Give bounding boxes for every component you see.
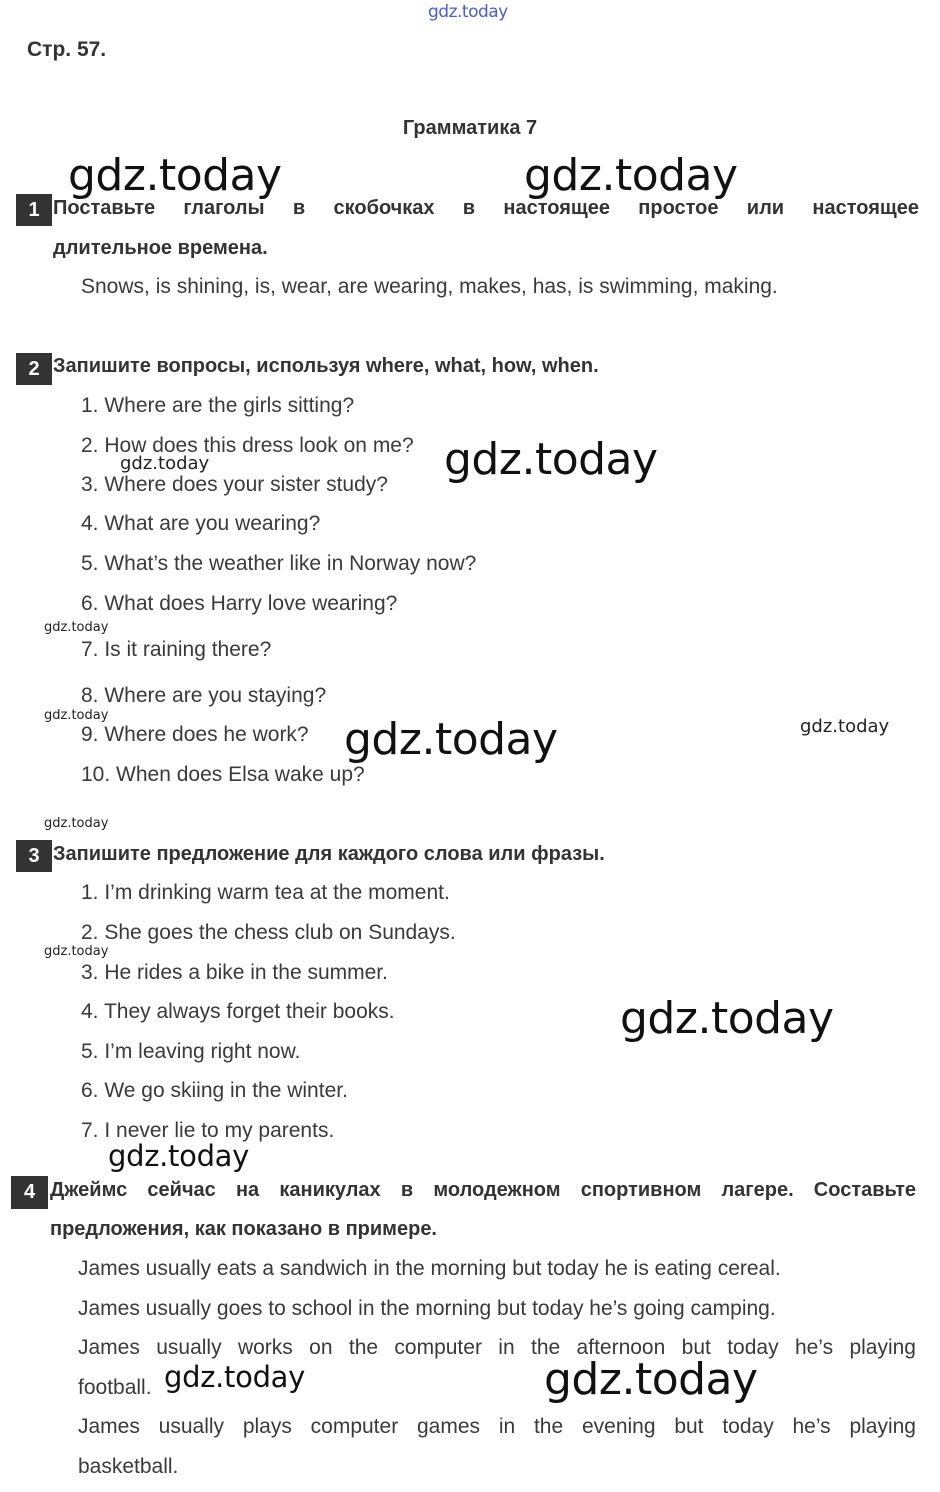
list-item: 1. Where are the girls sitting? (81, 394, 355, 417)
task-heading: Запишите предложение для каждого слова или фразы. (53, 843, 605, 865)
list-item: 4. They always forget their books. (81, 1000, 395, 1023)
task-number: 4 (11, 1176, 48, 1209)
watermark: gdz.today (164, 1360, 306, 1394)
watermark: gdz.today (620, 993, 834, 1044)
answer-line: Snows, is shining, is, wear, are wearing, makes, has, is swimming, making. (81, 275, 778, 298)
watermark: gdz.today (68, 150, 282, 201)
watermark: gdz.today (44, 816, 109, 831)
watermark: gdz.today (524, 150, 738, 201)
list-item: 5. What’s the weather like in Norway now? (81, 552, 477, 575)
list-item: 10. When does Elsa wake up? (81, 763, 365, 786)
list-item: 7. Is it raining there? (81, 638, 272, 661)
watermark: gdz.today (544, 1354, 758, 1405)
list-item: 8. Where are you staying? (81, 684, 327, 707)
list-item: 1. I’m drinking warm tea at the moment. (81, 881, 450, 904)
task-heading: Джеймс сейчас на каникулах в молодежном спортивном лагере. Составьте (50, 1179, 916, 1201)
watermark: gdz.today (444, 434, 658, 485)
list-item: 5. I’m leaving right now. (81, 1040, 301, 1063)
watermark: gdz.today (44, 944, 109, 959)
list-item: 4. What are you wearing? (81, 512, 321, 535)
watermark: gdz.today (44, 620, 109, 635)
task-number: 1 (16, 194, 52, 226)
list-item: 6. What does Harry love wearing? (81, 592, 398, 615)
watermark-top: gdz.today (428, 2, 508, 22)
page-title: Грамматика 7 (402, 117, 538, 139)
task-heading: предложения, как показано в примере. (50, 1218, 437, 1240)
answer-line: James usually plays computer games in the evening but today he’s playing (78, 1415, 916, 1438)
answer-line: James usually goes to school in the morning but today he’s going camping. (78, 1297, 776, 1320)
list-item: 7. I never lie to my parents. (81, 1119, 335, 1142)
watermark: gdz.today (800, 716, 890, 737)
watermark: gdz.today (120, 453, 210, 474)
answer-line: James usually works on the computer in the afternoon but today he’s playing (78, 1336, 916, 1359)
page-number: Стр. 57. (27, 38, 107, 61)
list-item: 2. She goes the chess club on Sundays. (81, 921, 456, 944)
answer-line: football. (78, 1376, 152, 1399)
task-number: 2 (16, 353, 52, 385)
watermark: gdz.today (108, 1139, 250, 1173)
list-item: 3. Where does your sister study? (81, 473, 388, 496)
answer-line: basketball. (78, 1455, 179, 1478)
task-heading: Запишите вопросы, используя where, what, how, when. (53, 355, 599, 377)
list-item: 2. How does this dress look on me? (81, 434, 414, 457)
task-heading: длительное времена. (53, 237, 268, 259)
task-heading: Поставьте глаголы в скобочках в настоящее простое или настоящее (53, 197, 919, 219)
list-item: 6. We go skiing in the winter. (81, 1079, 348, 1102)
task-number: 3 (16, 840, 52, 872)
watermark: gdz.today (44, 708, 109, 723)
list-item: 9. Where does he work? (81, 723, 309, 746)
answer-line: James usually eats a sandwich in the morning but today he is eating cereal. (78, 1257, 781, 1280)
list-item: 3. He rides a bike in the summer. (81, 961, 388, 984)
watermark: gdz.today (344, 714, 558, 765)
